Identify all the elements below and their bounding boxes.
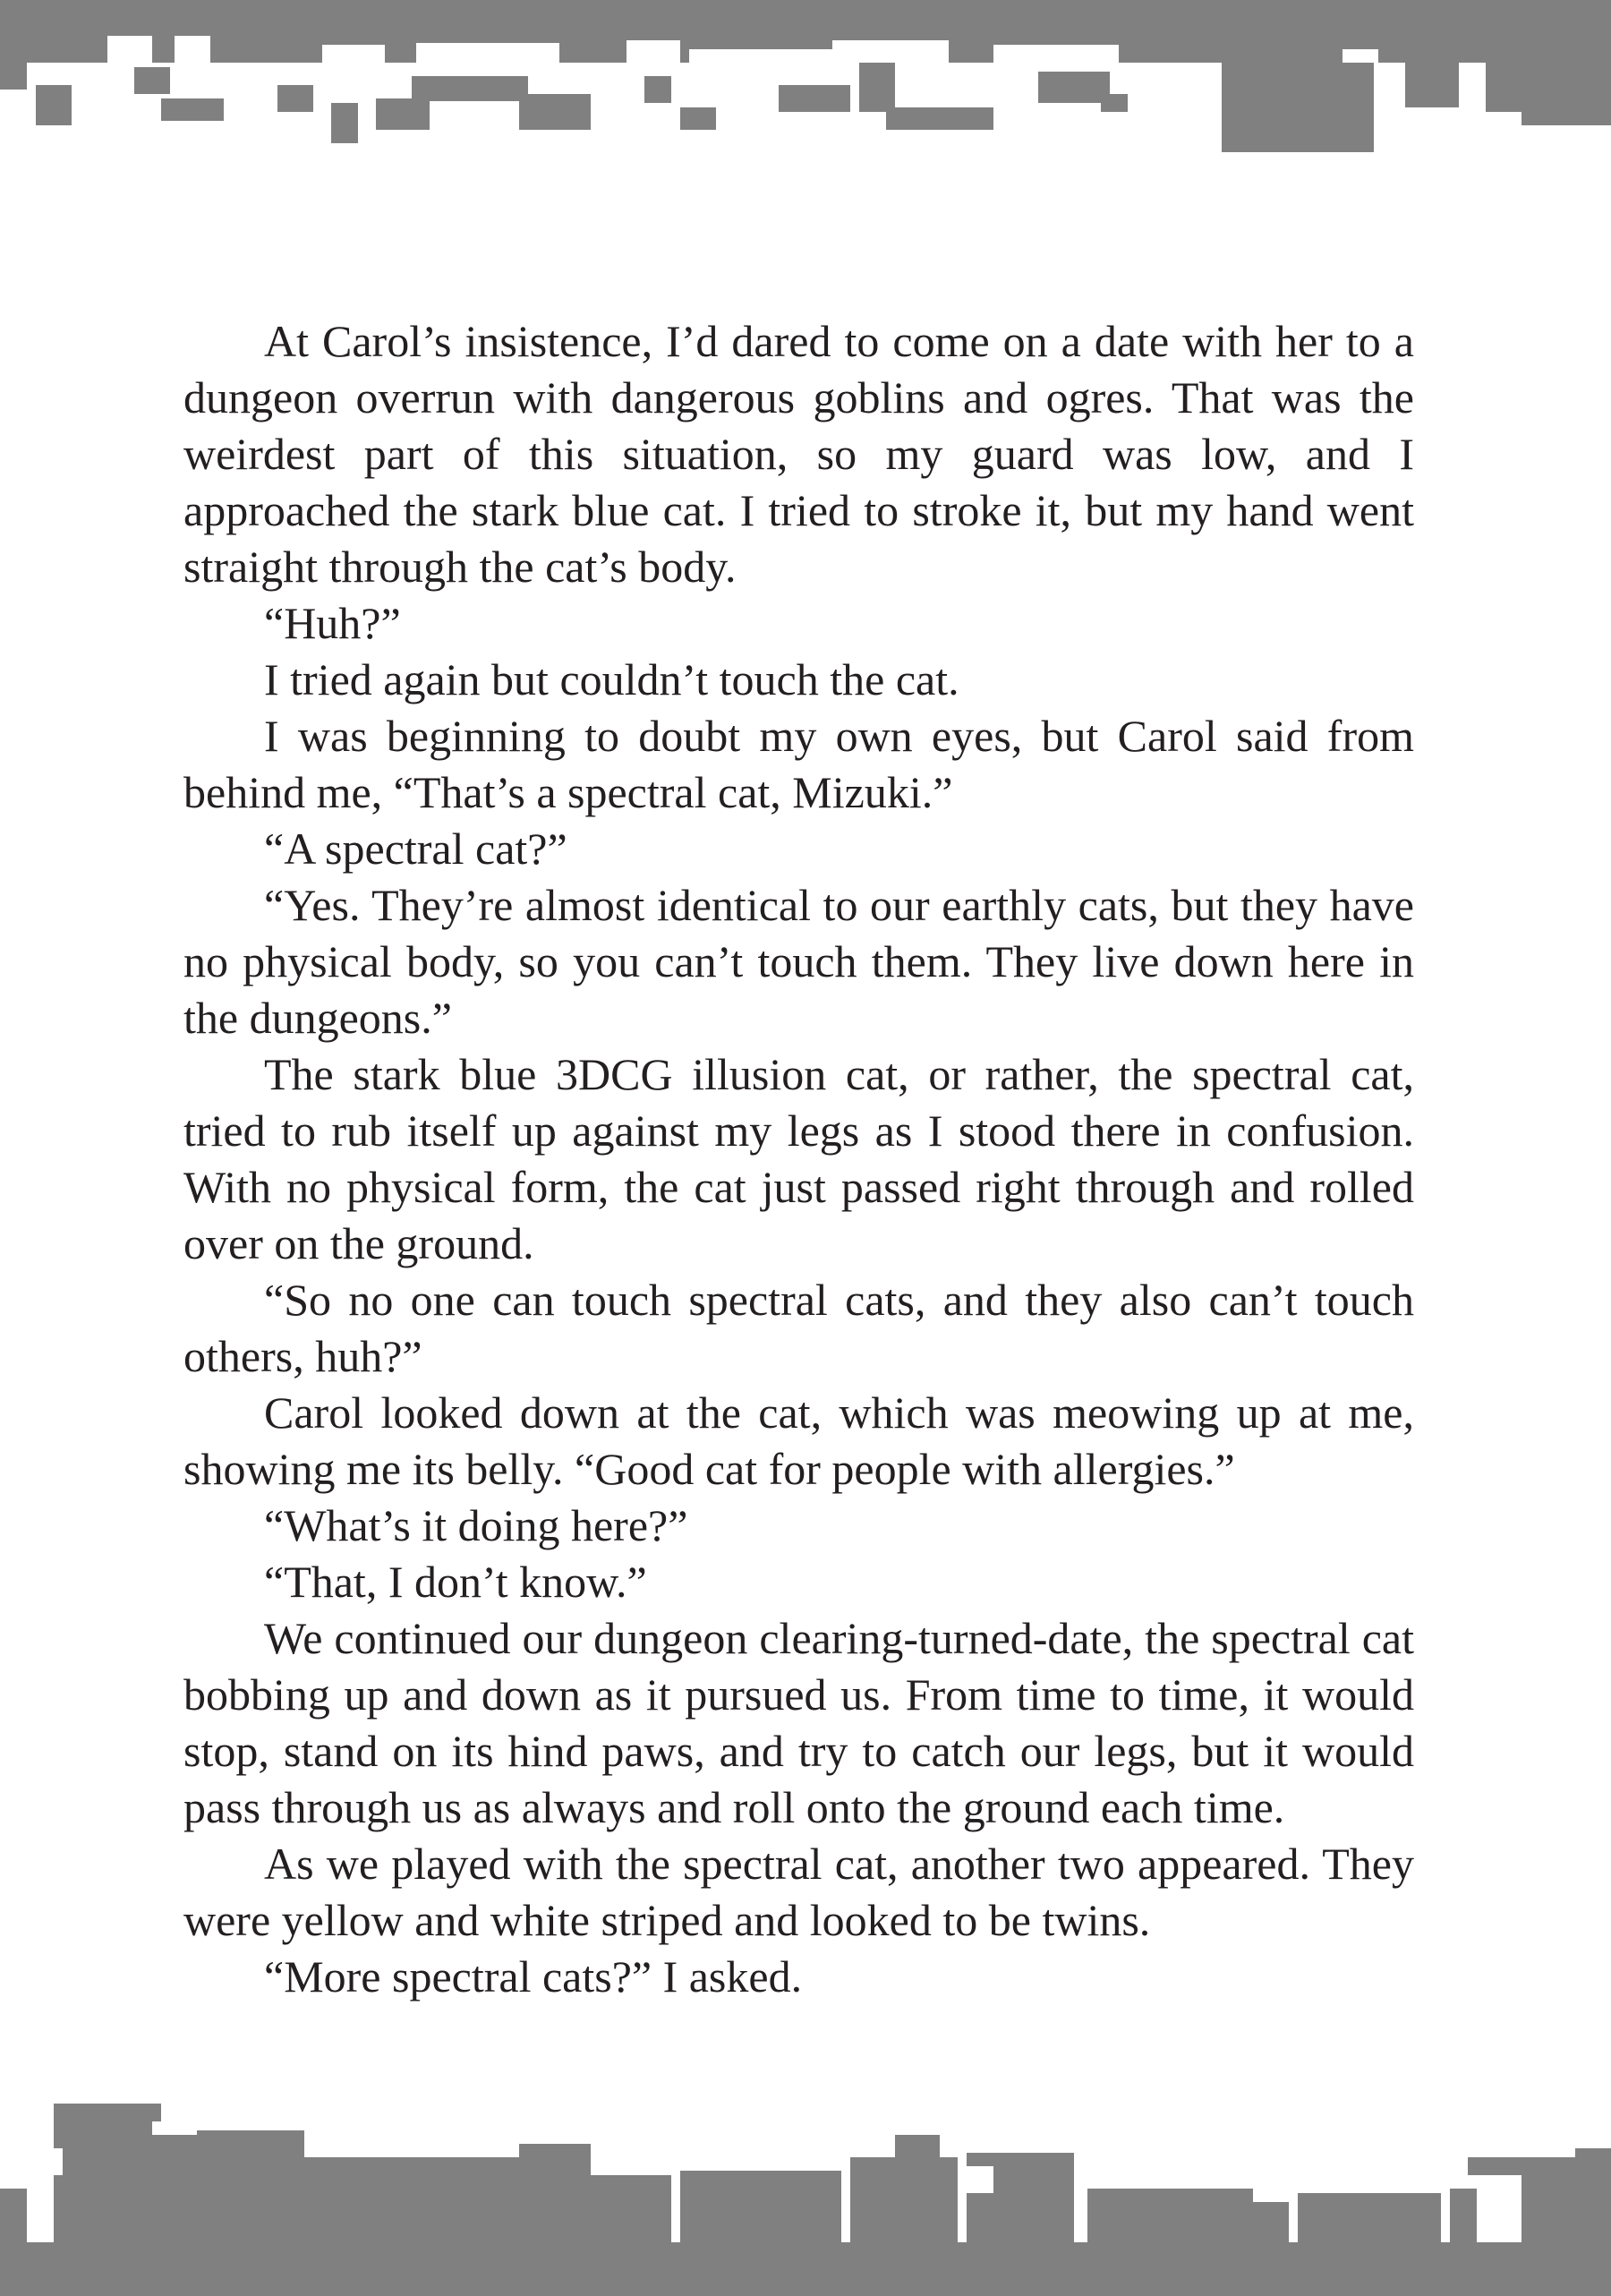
story-text (183, 313, 1414, 2005)
paragraph: Carol looked down at the cat, which was meowing up at me, showing me its belly. “Good cat for people with allergies.” (183, 1387, 1414, 1494)
paragraph: “So no one can touch spectral cats, and they also can’t touch others, huh?” (183, 1275, 1414, 1381)
paragraph: The stark blue 3DCG illusion cat, or rather, the spectral cat, tried to rub itself up against my legs as I stood there in confusion. With no physical form, the cat just passed right through and rolled over on the ground. (183, 1049, 1414, 1268)
paragraph: At Carol’s insistence, I’d dared to come on a date with her to a dungeon overrun with dangerous goblins and ogres. That was the weirdest part of this situation, so my guard was low, and I approached the stark blue cat. I tried to stroke it, but my hand went straight through the cat’s body. (183, 316, 1414, 592)
paragraph: “Yes. They’re almost identical to our earthly cats, but they have no physical body, so you can’t touch them. They live down here in the dungeons.” (183, 880, 1414, 1043)
paragraph: I tried again but couldn’t touch the cat. (264, 654, 959, 704)
top-decorative-border (0, 0, 1611, 161)
bottom-decorative-border (0, 2104, 1611, 2296)
paragraph: “A spectral cat?” (264, 824, 567, 874)
paragraph: We continued our dungeon clearing-turned-date, the spectral cat bobbing up and down as it pursued us. From time to time, it would stop, stand on its hind paws, and try to catch our legs, but it would pass through us as always and roll onto the ground each time. (183, 1613, 1414, 1832)
paragraph: “Huh?” (264, 598, 401, 648)
paragraph: I was beginning to doubt my own eyes, but Carol said from behind me, “That’s a spectral cat, Mizuki.” (183, 711, 1414, 817)
paragraph: As we played with the spectral cat, another two appeared. They were yellow and white striped and looked to be twins. (183, 1839, 1414, 1945)
paragraph: “More spectral cats?” I asked. (264, 1951, 803, 2002)
paragraph: “What’s it doing here?” (264, 1500, 688, 1550)
paragraph: “That, I don’t know.” (264, 1557, 647, 1607)
